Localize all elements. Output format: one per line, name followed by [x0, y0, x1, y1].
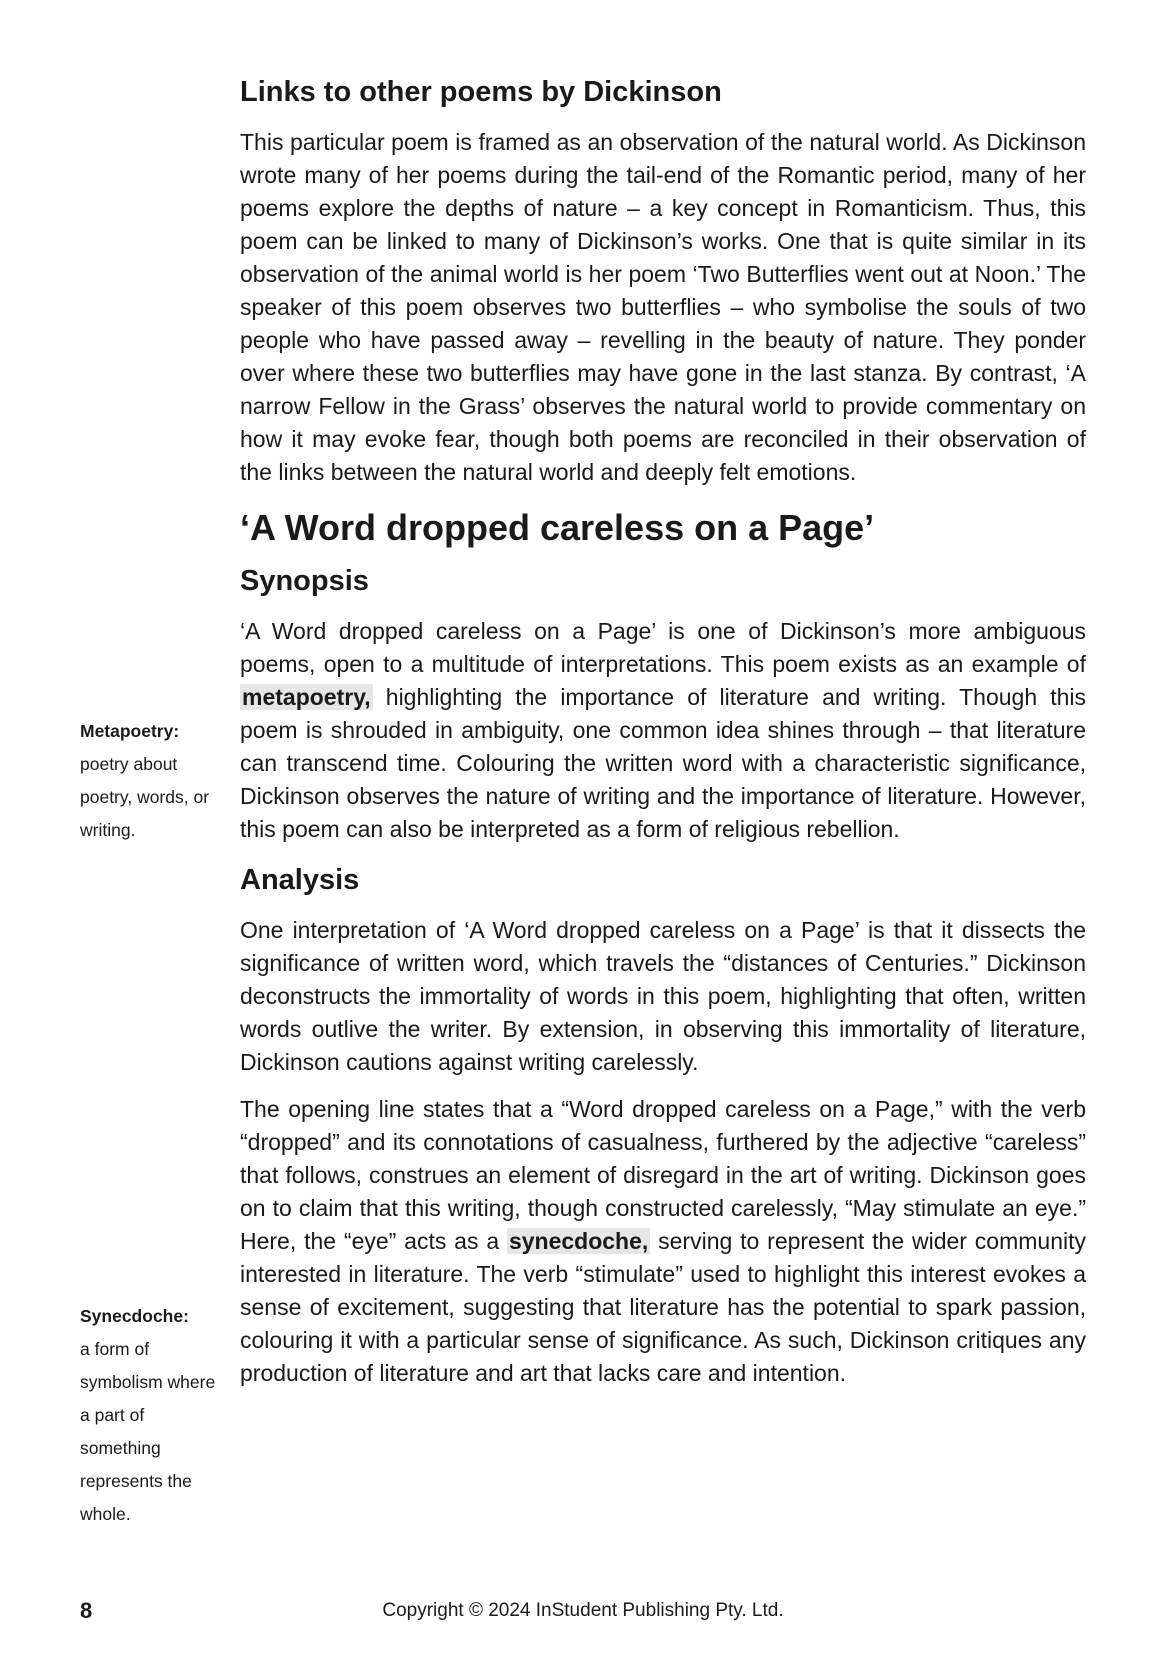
- synopsis-paragraph: [240, 615, 1086, 846]
- analysis-heading: Analysis: [240, 864, 360, 896]
- analysis-text-start: The opening line states that a “Word dropped careless on a Page,” with the verb “dropped” and its connotations of casualness, furthered by the adjective “careless” that follows, construes an element of disregard in the art of writing. Dickinson goes on to claim that this writing, though constructed carelessly, “May stimulate an eye.” Here, the “eye” acts as a: [240, 1096, 1086, 1254]
- analysis-paragraph-2: [240, 1093, 1086, 1390]
- margin-note-metapoetry: [80, 715, 225, 847]
- analysis-paragraph-1: One interpretation of ‘A Word dropped careless on a Page’ is that it dissects the significance of written word, which travels the “distances of Centuries.” Dickinson deconstructs the immortality of words in this poem, highlighting that often, written words outlive the writer. By extension, in observing this immortality of literature, Dickinson cautions against writing carelessly.: [240, 917, 1086, 1075]
- term-metapoetry: metapoetry,: [242, 684, 371, 710]
- links-heading: Links to other poems by Dickinson: [240, 76, 722, 108]
- links-paragraph: This particular poem is framed as an observation of the natural world. As Dickinson wrote many of her poems during the tail-end of the Romantic period, many of her poems explore the depths of nature – a key concept in Romanticism. Thus, this poem can be linked to many of Dickinson’s works. One that is quite similar in its observation of the animal world is her poem ‘Two Butterflies went out at Noon.’ The speaker of this poem observes two butterflies – who symbolise the souls of two people who have passed away – revelling in the beauty of nature. They ponder over where these two butterflies may have gone in the last stanza. By contrast, ‘A narrow Fellow in the Grass’ observes the natural world to provide commentary on how it may evoke fear, though both poems are reconciled in their observation of the links between the natural world and deeply felt emotions.: [240, 129, 1086, 485]
- synopsis-text-start: ‘A Word dropped careless on a Page’ is one of Dickinson’s more ambiguous poems, open to a multitude of interpretations. This poem exists as an example of: [240, 618, 1086, 677]
- poem-title: ‘A Word dropped careless on a Page’: [240, 507, 875, 548]
- synopsis-text-end: highlighting the importance of literature and writing. Though this poem is shrouded in ambiguity, one common idea shines through – that literature can transcend time. Colouring the written word with a characteristic significance, Dickinson observes the nature of writing and the importance of literature. However, this poem can also be interpreted as a form of religious rebellion.: [240, 684, 1086, 842]
- synopsis-heading: Synopsis: [240, 565, 369, 597]
- margin-note-definition: poetry about poetry, words, or writing.: [80, 754, 210, 840]
- margin-note-synecdoche: [80, 1300, 225, 1531]
- margin-note-term: Synecdoche:: [80, 1306, 189, 1326]
- term-synecdoche: synecdoche,: [508, 1228, 649, 1254]
- copyright-notice: Copyright © 2024 InStudent Publishing Pty. Ltd.: [382, 1600, 784, 1621]
- main-content: [240, 72, 1086, 1404]
- analysis-text-end: serving to represent the wider community interested in literature. The verb “stimulate” used to highlight this interest evokes a sense of excitement, suggesting that literature has the potential to spark passion, colouring it with a particular sense of significance. As such, Dickinson critiques any production of literature and art that lacks care and intention.: [240, 1228, 1086, 1386]
- margin-note-term: Metapoetry:: [80, 721, 180, 741]
- page-number: 8: [80, 1598, 93, 1623]
- margin-note-definition: a form of symbolism where a part of something represents the whole.: [80, 1339, 216, 1524]
